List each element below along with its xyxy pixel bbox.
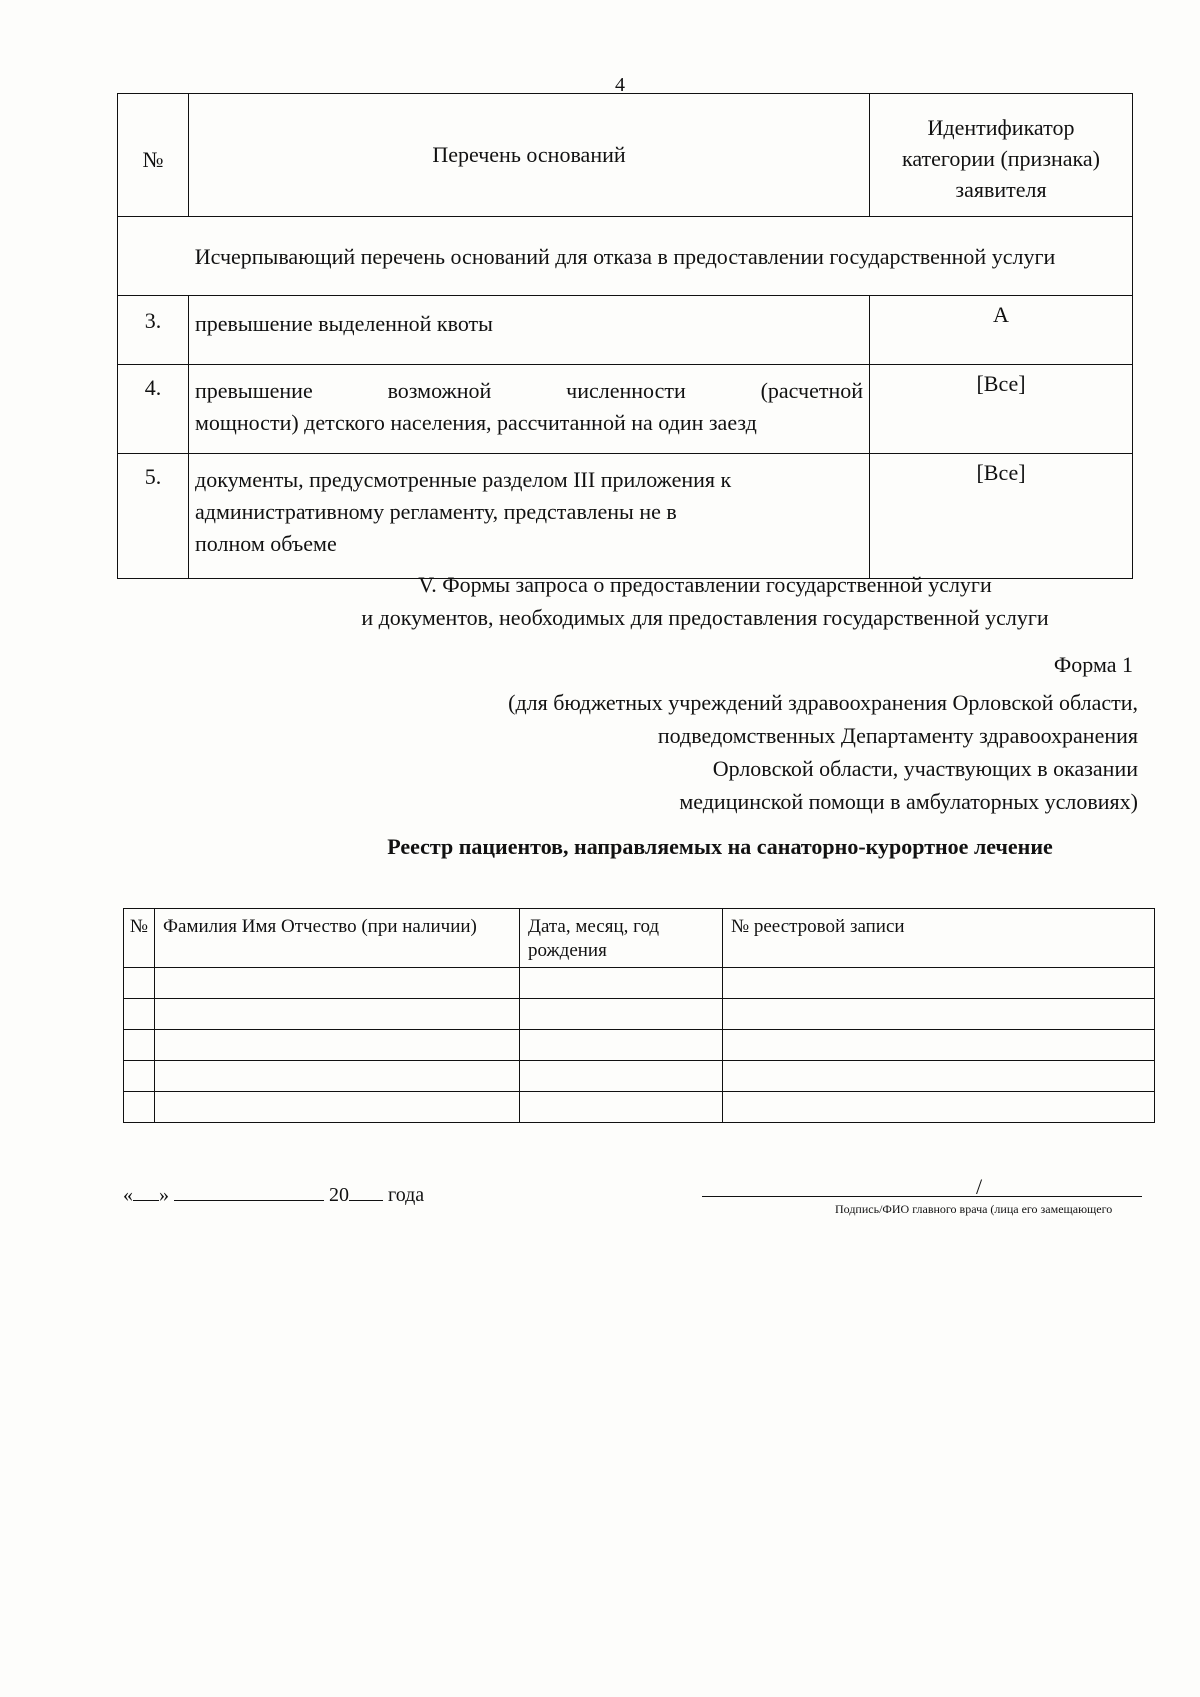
header-id-line2: категории (признака) (902, 145, 1100, 171)
form-note-line: медицинской помощи в амбулаторных условиях) (679, 789, 1138, 814)
empty-cell[interactable] (124, 999, 155, 1030)
empty-cell[interactable] (520, 1030, 723, 1061)
registry-empty-row[interactable] (124, 968, 1155, 999)
section-v-heading (150, 568, 1200, 634)
registry-header-row (124, 909, 1155, 968)
day-blank[interactable] (133, 1180, 159, 1201)
grounds-table-header (118, 94, 1133, 217)
registry-empty-row[interactable] (124, 1030, 1155, 1061)
empty-cell[interactable] (155, 968, 520, 999)
empty-cell[interactable] (124, 1092, 155, 1123)
date-open-quote: « (123, 1184, 133, 1206)
row-text-line: административному регламенту, представлены не в (195, 499, 677, 524)
empty-cell[interactable] (723, 1030, 1155, 1061)
signature-slash: / (976, 1174, 983, 1199)
registry-empty-row[interactable] (124, 1092, 1155, 1123)
row-text (189, 296, 870, 365)
header-id-line1: Идентификатор (927, 114, 1075, 140)
empty-cell[interactable] (124, 1030, 155, 1061)
empty-cell[interactable] (723, 968, 1155, 999)
header-id (870, 94, 1133, 217)
header-num: № (118, 94, 189, 217)
form-note-line: подведомственных Департаменту здравоохранения (657, 723, 1138, 748)
row-num: 5. (118, 454, 189, 579)
row-text-line: полном объеме (195, 531, 337, 556)
section-v-line1: V. Формы запроса о предоставлении государственной услуги (418, 572, 992, 597)
empty-cell[interactable] (520, 999, 723, 1030)
signature-line[interactable] (702, 1196, 1142, 1197)
table-row (118, 454, 1133, 579)
date-line (123, 1180, 424, 1207)
grounds-table (117, 93, 1133, 579)
registry-col-record: № реестровой записи (723, 909, 1155, 968)
section-title-row (118, 217, 1133, 296)
empty-cell[interactable] (520, 1061, 723, 1092)
row-text-line: мощности) детского населения, рассчитанной на один заезд (195, 410, 757, 435)
empty-cell[interactable] (155, 999, 520, 1030)
row-id: [Все] (870, 365, 1133, 454)
row-id: А (870, 296, 1133, 365)
registry-title: Реестр пациентов, направляемых на санаторно-курортное лечение (387, 834, 1053, 859)
row-num: 4. (118, 365, 189, 454)
empty-cell[interactable] (155, 1030, 520, 1061)
empty-cell[interactable] (723, 1061, 1155, 1092)
form-label: Форма 1 (1053, 652, 1133, 677)
row-text (189, 454, 870, 579)
header-list: Перечень оснований (189, 94, 870, 217)
empty-cell[interactable] (520, 1092, 723, 1123)
signature-caption: Подпись/ФИО главного врача (лица его замещающего (835, 1202, 1113, 1216)
row-text-line: документы, предусмотренные разделом III приложения к (195, 467, 732, 492)
registry-col-dob: Дата, месяц, год рождения (520, 909, 723, 968)
empty-cell[interactable] (723, 999, 1155, 1030)
empty-cell[interactable] (155, 1092, 520, 1123)
registry-col-fio: Фамилия Имя Отчество (при наличии) (155, 909, 520, 968)
year-blank[interactable] (349, 1180, 383, 1201)
empty-cell[interactable] (124, 968, 155, 999)
row-text-line: превышение выделенной квоты (195, 311, 493, 336)
registry-col-num: № (124, 909, 155, 968)
form-note-line: Орловской области, участвующих в оказании (712, 756, 1138, 781)
form-note (508, 686, 1138, 818)
row-text (189, 365, 870, 454)
table-row (118, 365, 1133, 454)
row-id: [Все] (870, 454, 1133, 579)
empty-cell[interactable] (723, 1092, 1155, 1123)
year-suffix: года (388, 1184, 425, 1206)
registry-empty-row[interactable] (124, 1061, 1155, 1092)
table-row (118, 296, 1133, 365)
date-close-quote: » (159, 1184, 169, 1206)
empty-cell[interactable] (520, 968, 723, 999)
registry-table (123, 908, 1155, 1123)
form-note-line: (для бюджетных учреждений здравоохранения Орловской области, (508, 690, 1138, 715)
page-number: 4 (615, 74, 625, 96)
registry-empty-row[interactable] (124, 999, 1155, 1030)
section-title: Исчерпывающий перечень оснований для отказа в предоставлении государственной услуги (118, 217, 1133, 296)
row-num: 3. (118, 296, 189, 365)
header-id-line3: заявителя (955, 176, 1047, 202)
empty-cell[interactable] (124, 1061, 155, 1092)
row-text-line: превышение возможной численности (расчетной (195, 378, 863, 403)
month-blank[interactable] (174, 1180, 324, 1201)
year-prefix: 20 (329, 1184, 349, 1206)
section-v-line2: и документов, необходимых для предоставления государственной услуги (361, 605, 1049, 630)
empty-cell[interactable] (155, 1061, 520, 1092)
